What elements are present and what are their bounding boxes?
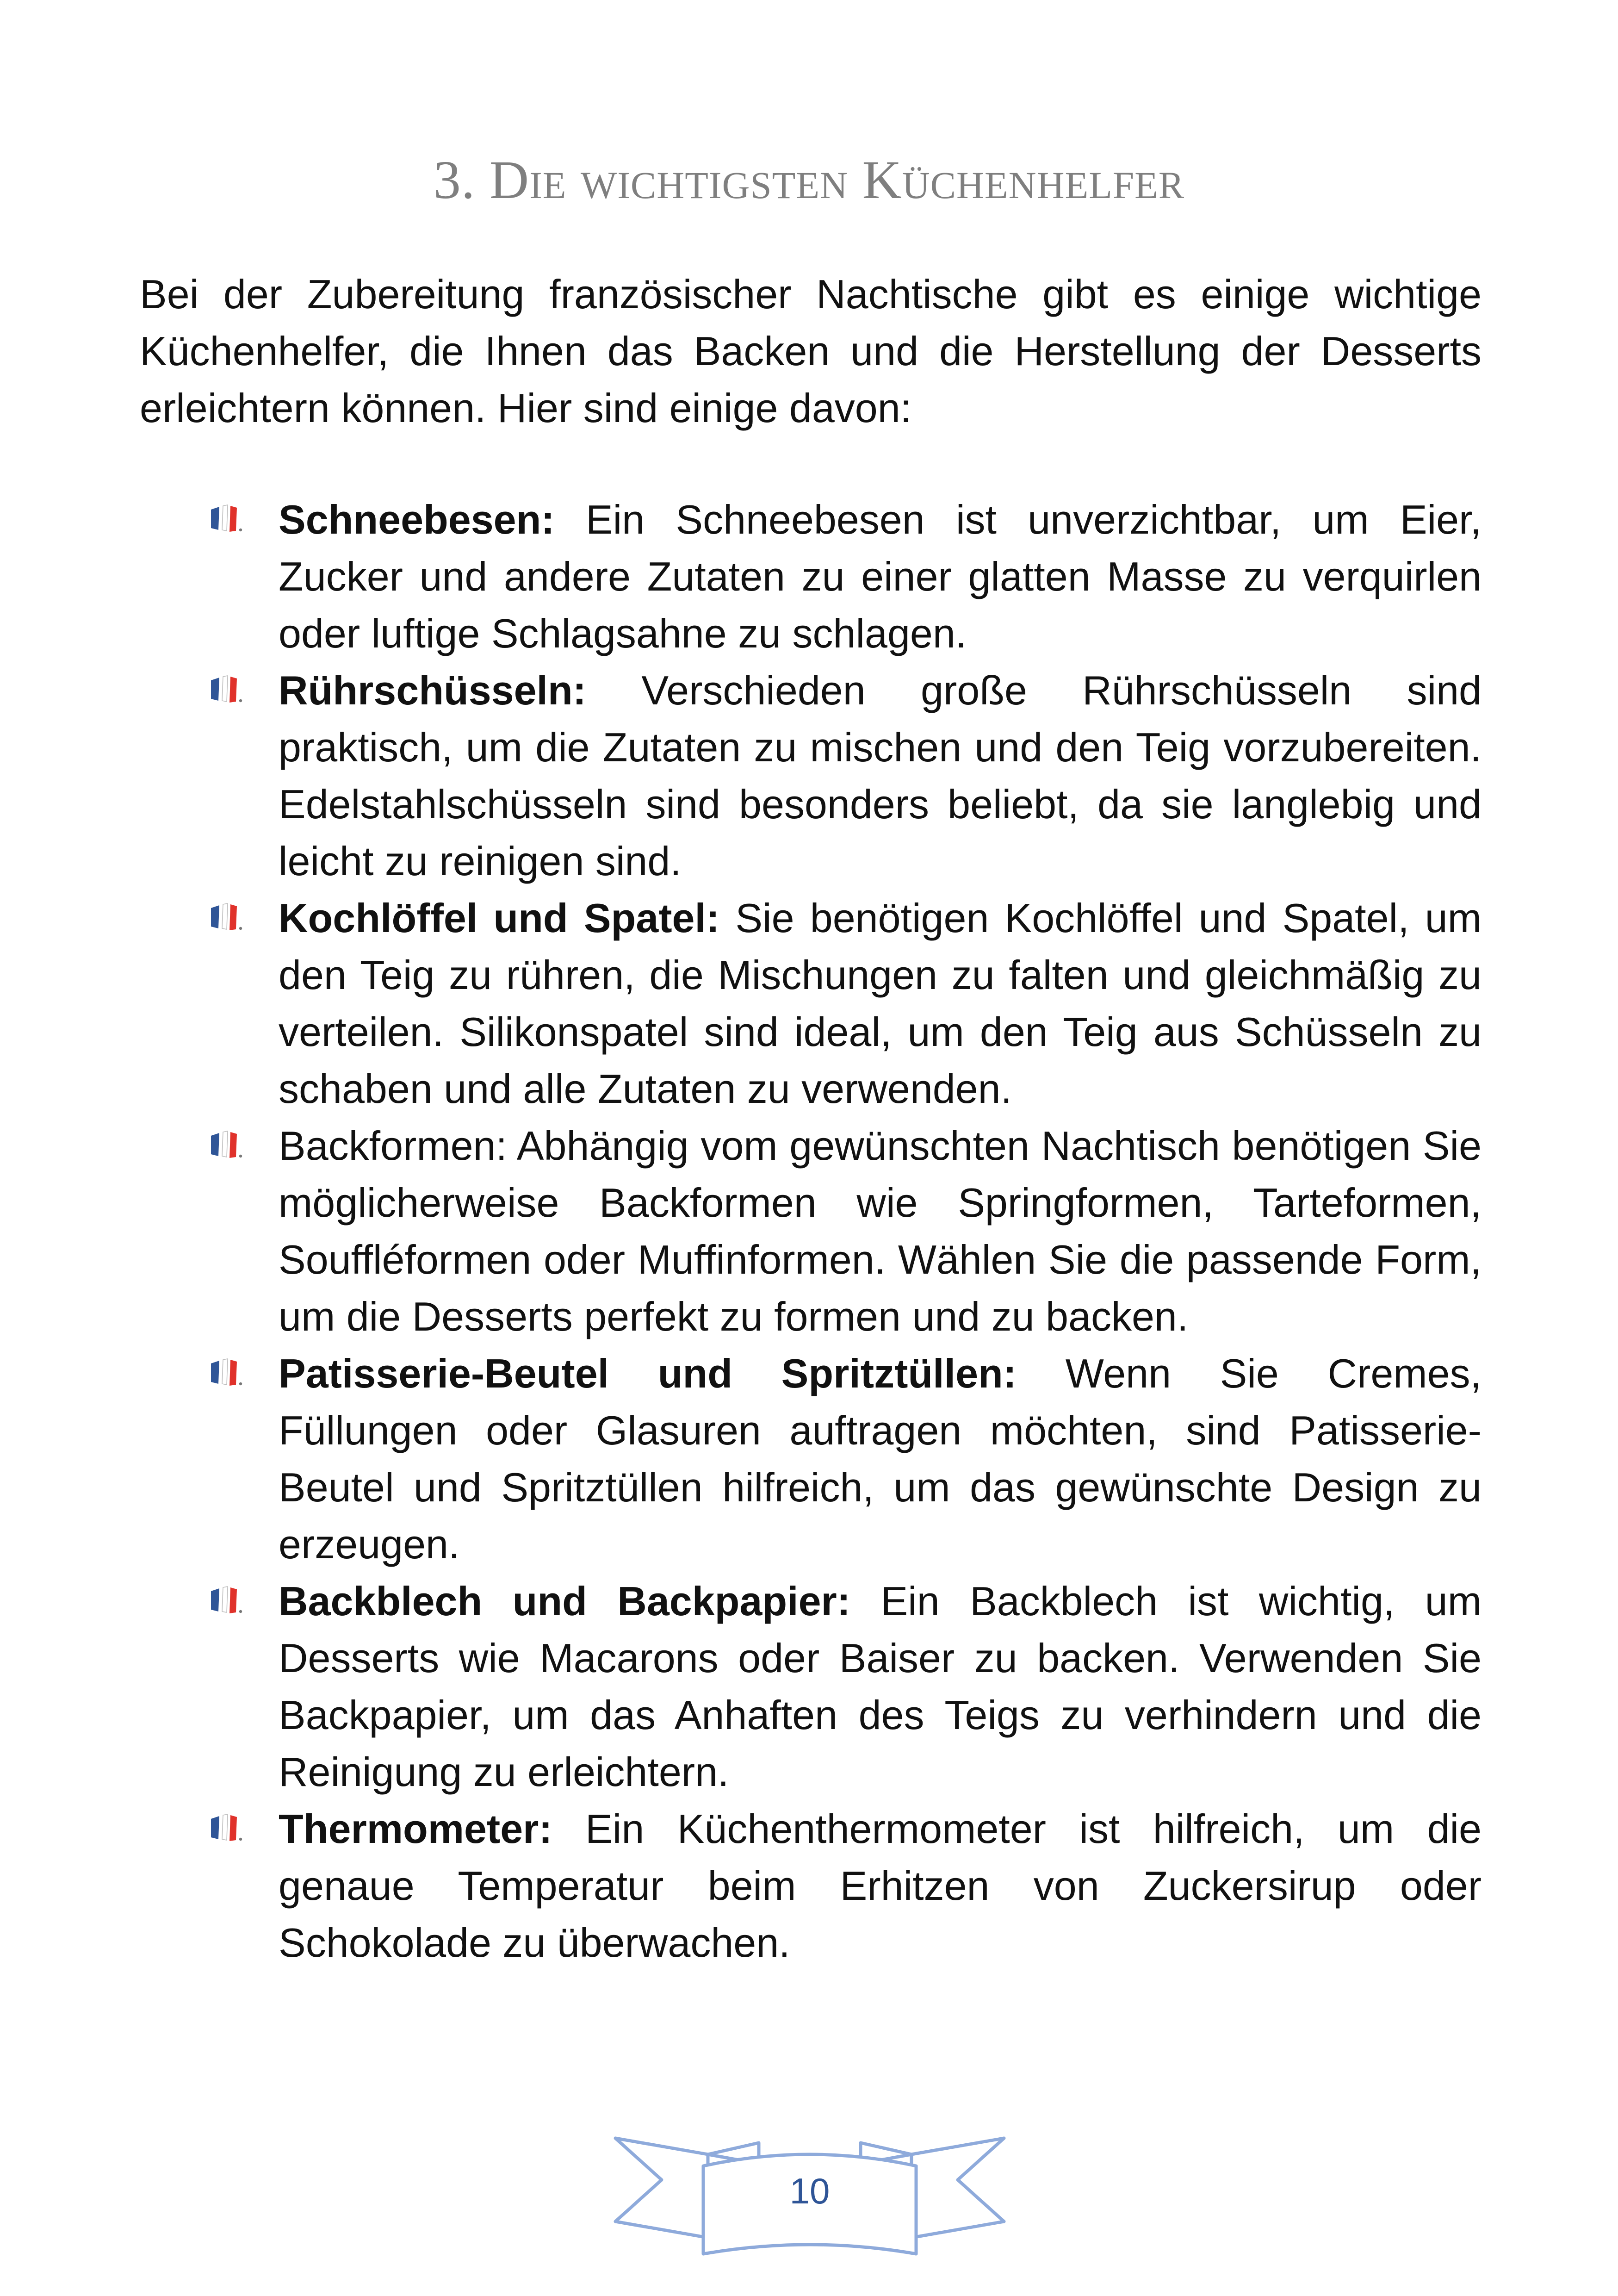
tool-description: Ein Küchenthermometer ist hilfreich, um die genaue Temperatur beim Erhitzen von Zuckersirup oder Schokolade zu überwachen. (279, 1806, 1482, 1966)
list-item (140, 491, 1482, 662)
kitchen-tools-list (140, 491, 1482, 1971)
tool-name: Schneebesen: (279, 497, 555, 542)
french-flag-icon (208, 1813, 245, 1843)
tool-description: Verschieden große Rührschüsseln sind praktisch, um die Zutaten zu mischen und den Teig vorzubereiten. Edelstahlschüsseln sind besonders beliebt, da sie langlebig und leicht zu reinigen sind. (279, 667, 1482, 884)
list-item (140, 1345, 1482, 1573)
page-title: 3. Die wichtigsten Küchenhelfer (433, 149, 1185, 210)
french-flag-icon (208, 902, 245, 932)
tool-name: Rührschüsseln: (279, 667, 587, 713)
french-flag-icon (208, 675, 245, 704)
list-item (140, 662, 1482, 890)
tool-description: Sie benötigen Kochlöffel und Spatel, um den Teig zu rühren, die Mischungen zu falten und gleichmäßig zu verteilen. Silikonspatel sind ideal, um den Teig aus Schüsseln zu schaben und alle Zutaten zu verwenden. (279, 895, 1482, 1112)
tool-name: Kochlöffel und Spatel: (279, 895, 720, 941)
tool-description: Backformen: Abhängig vom gewünschten Nachtisch benötigen Sie möglicherweise Backformen wie Springformen, Tarteformen, Souffléformen oder Muffinformen. Wählen Sie die passende Form, um die Desserts perfekt zu formen und zu backen. (279, 1123, 1482, 1339)
list-item (140, 1117, 1482, 1345)
tool-description: Wenn Sie Cremes, Füllungen oder Glasuren auftragen möchten, sind Patisserie-Beutel und Spritztüllen hilfreich, um das gewünschte Design zu erzeugen. (279, 1350, 1482, 1567)
tool-name: Patisserie-Beutel und Spritztüllen: (279, 1350, 1017, 1396)
page-number: 10 (789, 2171, 830, 2211)
list-item (140, 890, 1482, 1117)
french-flag-icon (208, 1130, 245, 1160)
tool-description: Ein Schneebesen ist unverzichtbar, um Eier, Zucker und andere Zutaten zu einer glatten Masse zu verquirlen oder luftige Schlagsahne zu schlagen. (279, 497, 1482, 656)
tool-name: Backblech und Backpapier: (279, 1578, 851, 1624)
french-flag-icon (208, 1586, 245, 1615)
list-item (140, 1800, 1482, 1971)
page-footer (611, 2129, 1009, 2263)
french-flag-icon (208, 1358, 245, 1388)
french-flag-icon (208, 504, 245, 534)
list-item (140, 1573, 1482, 1800)
tool-description: Ein Backblech ist wichtig, um Desserts wie Macarons oder Baiser zu backen. Verwenden Sie Backpapier, um das Anhaften des Teigs zu verhindern und die Reinigung zu erleichtern. (279, 1578, 1482, 1795)
intro-paragraph: Bei der Zubereitung französischer Nachtische gibt es einige wichtige Küchenhelfer, die Ihnen das Backen und die Herstellung der Desserts erleichtern können. Hier sind einige davon: (140, 271, 1482, 431)
tool-name: Thermometer: (279, 1806, 552, 1852)
